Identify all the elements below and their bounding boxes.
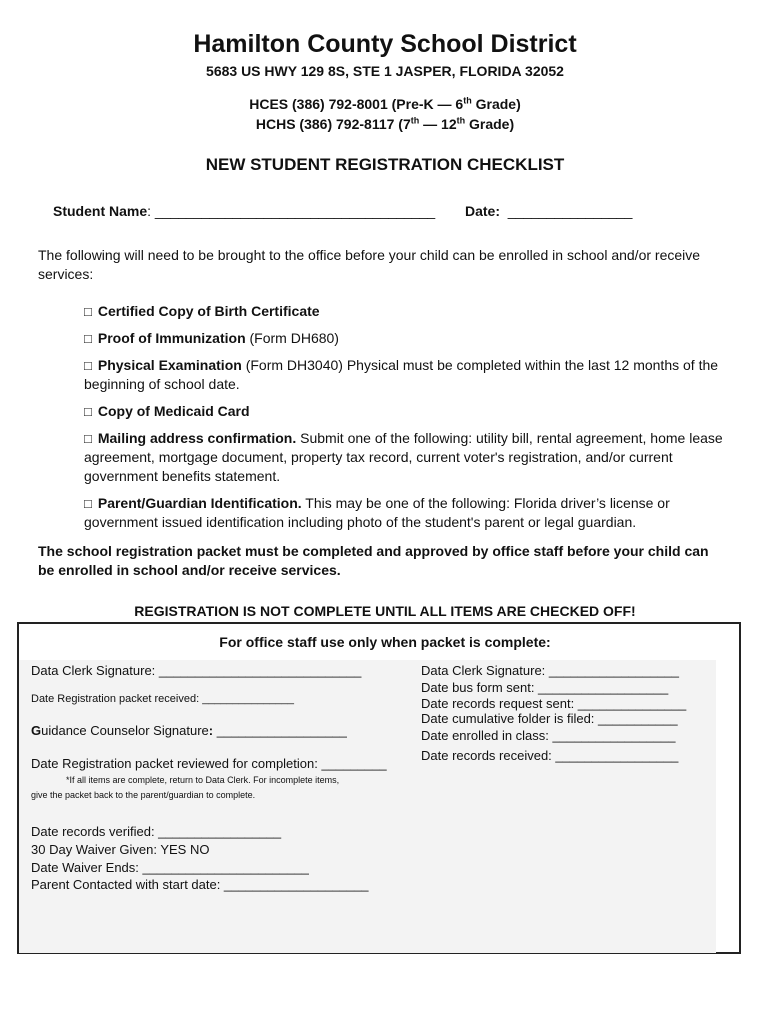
checkbox-icon[interactable]: □ (84, 431, 92, 446)
date-records-request-sent[interactable]: Date records request sent: _______________ (421, 696, 687, 711)
student-name-label: Student Name (53, 203, 148, 219)
checkbox-icon[interactable]: □ (84, 496, 92, 511)
checkbox-icon[interactable]: □ (84, 404, 92, 419)
checklist-item[interactable]: □ Parent/Guardian Identification. This may be one of the following: Florida driver’s license or government issued identification including photo of the student's parent or legal guardian. (84, 495, 670, 530)
review-note-line2: give the packet back to the parent/guardian to complete. (31, 790, 256, 800)
date-enrolled-in-class[interactable]: Date enrolled in class: _________________ (421, 728, 676, 743)
checklist-title: NEW STUDENT REGISTRATION CHECKLIST (205, 155, 565, 174)
checklist-item[interactable]: □ Certified Copy of Birth Certificate (84, 303, 320, 319)
date-records-received[interactable]: Date records received: _________________ (421, 748, 679, 763)
date-packet-reviewed[interactable]: Date Registration packet reviewed for completion: _________ (31, 756, 387, 771)
office-staff-title: For office staff use only when packet is complete: (219, 634, 551, 650)
checklist-item[interactable]: □ Proof of Immunization (Form DH680) (84, 330, 339, 346)
checkbox-icon[interactable]: □ (84, 304, 92, 319)
parent-contacted[interactable]: Parent Contacted with start date: ____________________ (31, 877, 369, 892)
hchs-phone: HCHS (386) 792-8117 (7th — 12th Grade) (255, 115, 515, 132)
date-field[interactable]: ________________ (507, 203, 633, 219)
right-data-clerk-signature[interactable]: Data Clerk Signature: __________________ (421, 663, 680, 678)
date-cumulative-folder-filed[interactable]: Date cumulative folder is filed: ___________ (421, 711, 678, 726)
checklist-item[interactable]: □ Copy of Medicaid Card (84, 403, 250, 419)
date-waiver-ends[interactable]: Date Waiver Ends: _______________________ (31, 860, 309, 875)
not-complete-notice: REGISTRATION IS NOT COMPLETE UNTIL ALL ITEMS ARE CHECKED OFF! (134, 603, 636, 619)
checklist-item[interactable]: □ Mailing address confirmation. Submit one of the following: utility bill, rental agreement, home lease agreement, mortgage document, property tax record, current voter's registration, and/or current government benefits statement. (84, 430, 723, 484)
intro-text: The following will need to be brought to the office before your child can be enrolled in school and/or receive services: (38, 247, 701, 282)
completion-warning: The school registration packet must be completed and approved by office staff before your child can be enrolled in school and/or receive services. (38, 543, 709, 578)
student-row: Student Name: ____________________________________ Date: ________________ (53, 203, 633, 219)
review-note-line1: *If all items are complete, return to Data Clerk. For incomplete items, (66, 775, 340, 785)
hces-phone: HCES (386) 792-8001 (Pre-K — 6th Grade) (249, 95, 521, 112)
checkbox-icon[interactable]: □ (84, 358, 92, 373)
left-data-clerk-signature[interactable]: Data Clerk Signature: ____________________________ (31, 663, 362, 678)
date-bus-form-sent[interactable]: Date bus form sent: __________________ (421, 680, 669, 695)
district-title: Hamilton County School District (193, 30, 577, 58)
date-records-verified[interactable]: Date records verified: _________________ (31, 824, 282, 839)
student-name-field[interactable]: ____________________________________ (154, 203, 436, 219)
district-address: 5683 US HWY 129 8S, STE 1 JASPER, FLORIDA 32052 (206, 63, 564, 79)
waiver-given[interactable]: 30 Day Waiver Given: YES NO (31, 842, 210, 857)
checkbox-icon[interactable]: □ (84, 331, 92, 346)
date-label: Date: (465, 203, 501, 219)
guidance-counselor-signature[interactable]: Guidance Counselor Signature: __________________ (31, 723, 347, 738)
date-packet-received[interactable]: Date Registration packet received: _______________ (31, 693, 294, 705)
checklist-item[interactable]: □ Physical Examination (Form DH3040) Physical must be completed within the last 12 months of the beginning of school date. (84, 357, 719, 392)
